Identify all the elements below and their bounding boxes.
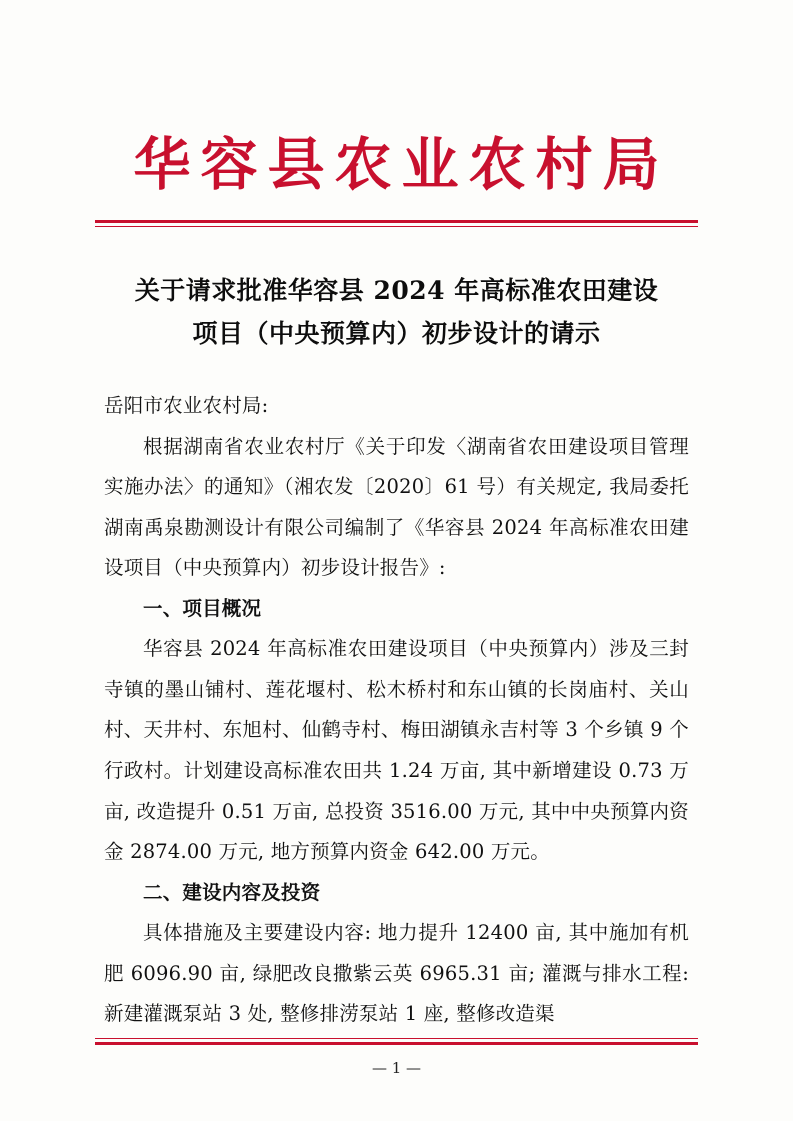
document-title-line-1: 关于请求批准华容县 2024 年高标准农田建设 xyxy=(134,275,659,305)
header-divider xyxy=(0,220,793,227)
footer-divider xyxy=(95,1038,698,1045)
section-heading-two: 二、建设内容及投资 xyxy=(143,880,321,904)
section-heading-one: 一、项目概况 xyxy=(143,596,262,620)
document-header xyxy=(0,0,793,227)
organization-title: 华容县农业农村局 xyxy=(133,131,670,198)
body-paragraph-2: 华容县 2024 年高标准农田建设项目（中央预算内）涉及三封寺镇的墨山铺村、莲花堰村、松木桥村和东山镇的长岗庙村、关山村、天井村、东旭村、仙鹤寺村、梅田湖镇永吉村等 3 个乡镇 9 个行政村。计划建设高标准农田共 1.24 万亩, 其中新增建设 0.73 万亩, 改造提升 0.51 万亩, 总投资 3516.00 万元, 其中中央预算内资金 2874.00 万元, 地方预算内资金 642.00 万元。 xyxy=(104,637,689,864)
header-rule-thick xyxy=(95,220,698,223)
header-rule-thin xyxy=(95,226,698,227)
document-body xyxy=(104,386,689,1035)
footer-rule-thin xyxy=(95,1038,698,1039)
document-title-line-2: 项目（中央预算内）初步设计的请示 xyxy=(192,319,601,349)
body-paragraph-1: 根据湖南省农业农村厅《关于印发〈湖南省农田建设项目管理实施办法〉的通知》（湘农发〔2020〕61 号）有关规定, 我局委托湖南禹泉勘测设计有限公司编制了《华容县 2024 年高标准农田建设项目（中央预算内）初步设计报告》: xyxy=(104,434,689,580)
page-number: — 1 — xyxy=(371,1059,422,1077)
document-title xyxy=(96,269,697,357)
footer-rule-thick xyxy=(95,1042,698,1045)
addressee-line: 岳阳市农业农村局: xyxy=(104,394,269,418)
body-paragraph-3: 具体措施及主要建设内容: 地力提升 12400 亩, 其中施加有机肥 6096.90 亩, 绿肥改良撒紫云英 6965.31 亩; 灌溉与排水工程: 新建灌溉泵站 3 处, 整修排涝泵站 1 座, 整修改造渠 xyxy=(104,921,689,1026)
